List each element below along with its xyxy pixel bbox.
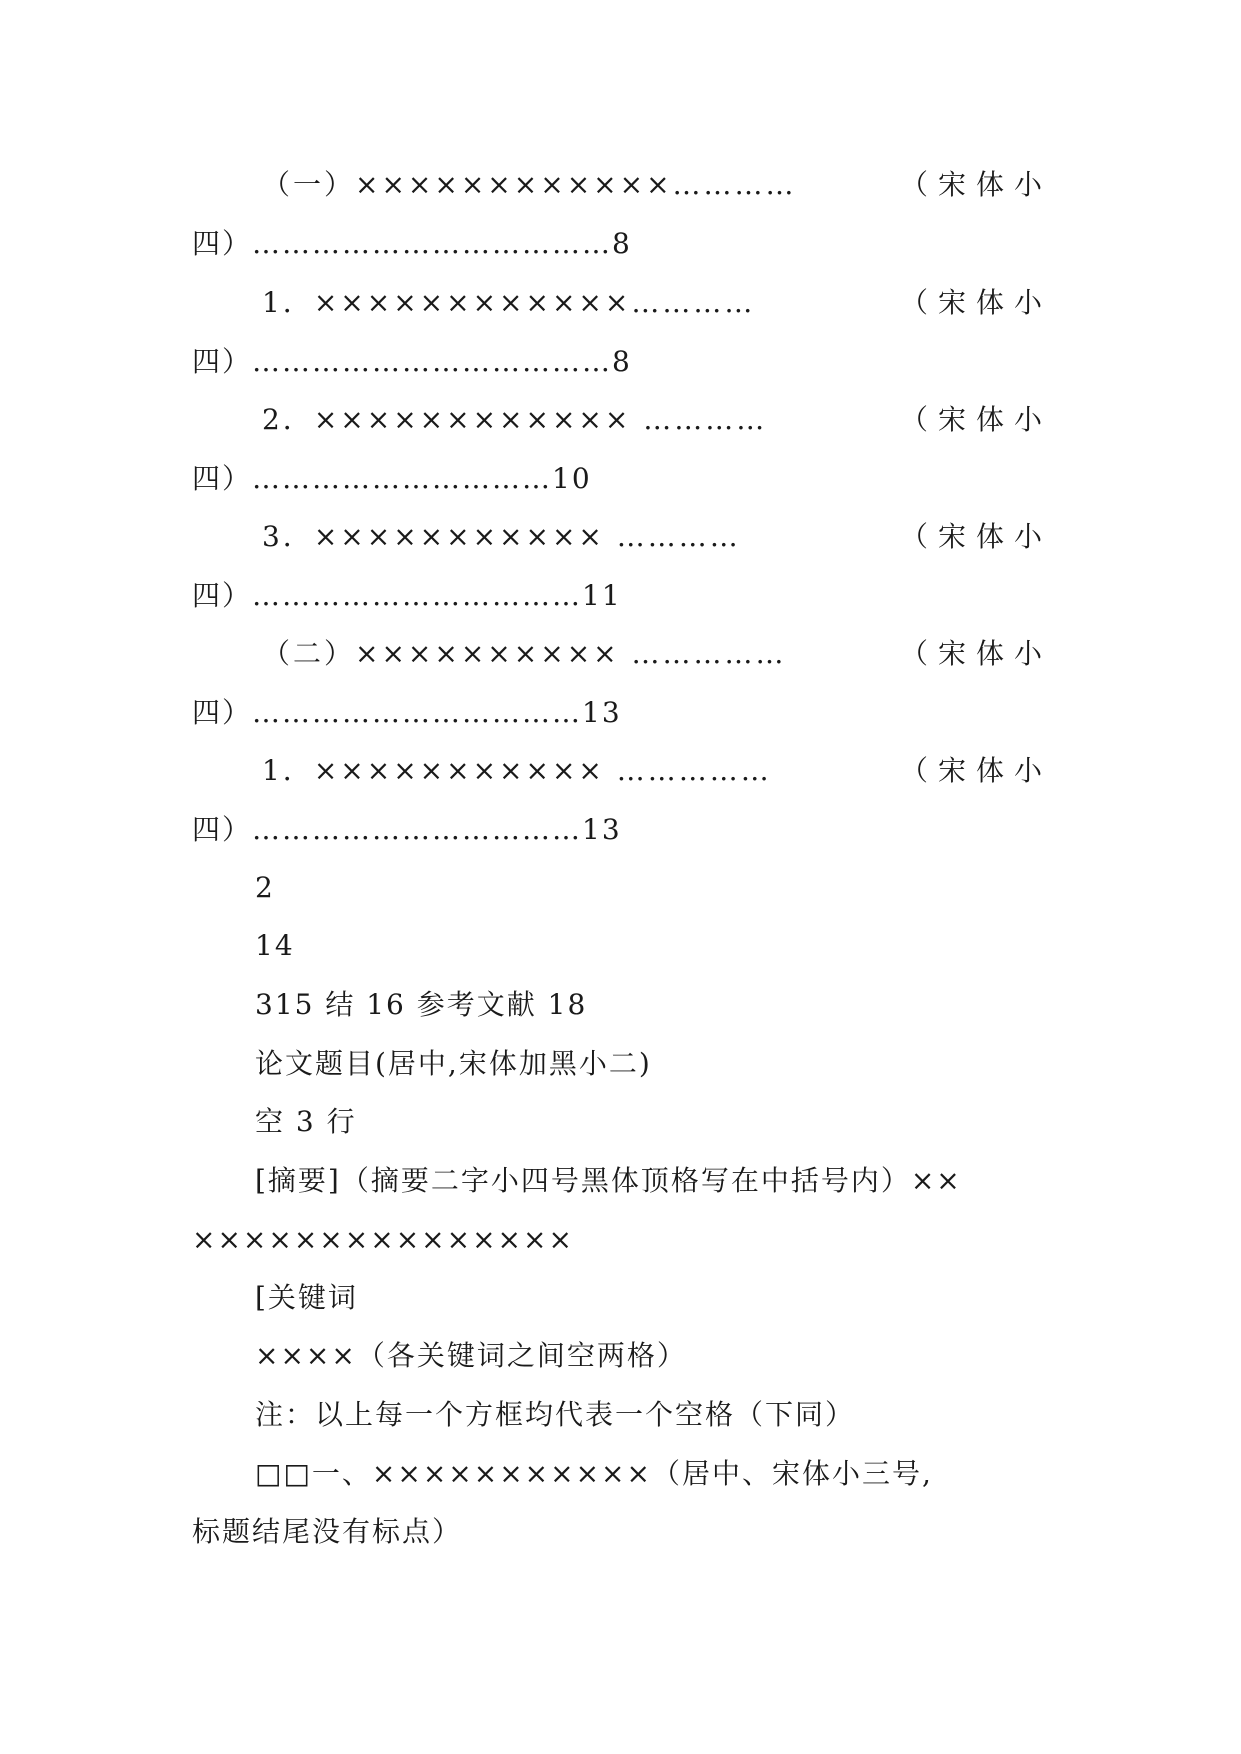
toc-entry-6-page: 四）……………………………13 [192, 813, 622, 846]
toc-entry-6-title: 1．××××××××××× …………… [262, 754, 772, 787]
toc-entry-6-font-note: （宋体小 [899, 754, 1052, 787]
toc-entry-6 [262, 751, 1052, 791]
toc-entry-4-font-note: （宋体小 [899, 520, 1052, 553]
toc-entry-4 [262, 517, 1052, 557]
toc-entry-5-title: （二）×××××××××× …………… [262, 637, 787, 670]
chapter-heading-line-2: 标题结尾没有标点） [192, 1515, 463, 1548]
toc-entry-2-title: 1．××××××××××××………… [262, 286, 756, 319]
chapter-heading-line-1: □□一、×××××××××××（居中、宋体小三号, [255, 1457, 933, 1490]
toc-entry-4-page: 四）……………………………11 [192, 579, 622, 612]
toc-entry-3-page: 四）…………………………10 [192, 462, 592, 495]
toc-entry-2 [262, 283, 1052, 323]
keywords-value: ××××（各关键词之间空两格） [255, 1339, 687, 1372]
body-line-2: 2 [255, 871, 275, 904]
abstract-line-1: [摘要]（摘要二字小四号黑体顶格写在中括号内）×× [255, 1164, 962, 1197]
toc-entry-2-page: 四）………………………………8 [192, 345, 632, 378]
toc-entry-5 [262, 634, 1052, 674]
thesis-title-note: 论文题目(居中,宋体加黑小二) [255, 1047, 652, 1080]
keywords-label: [关键词 [255, 1281, 358, 1314]
toc-entry-1-font-note: （宋体小 [899, 168, 1052, 201]
toc-entry-3-font-note: （宋体小 [899, 403, 1052, 436]
toc-entry-3-title: 2．×××××××××××× ………… [262, 403, 768, 436]
abstract-line-2: ××××××××××××××× [192, 1223, 574, 1256]
toc-entry-4-title: 3．××××××××××× ………… [262, 520, 741, 553]
blank-lines-note: 空 3 行 [255, 1105, 357, 1138]
toc-entry-2-font-note: （宋体小 [899, 286, 1052, 319]
body-line-conclusion-references: 315 结 16 参考文献 18 [255, 988, 588, 1021]
toc-entry-3 [262, 400, 1052, 440]
body-line-14: 14 [255, 929, 295, 962]
format-note: 注：以上每一个方框均代表一个空格（下同） [255, 1398, 856, 1431]
toc-entry-1 [262, 165, 1052, 205]
toc-entry-5-font-note: （宋体小 [899, 637, 1052, 670]
toc-entry-1-title: （一）××××××××××××………… [262, 168, 797, 201]
toc-entry-5-page: 四）……………………………13 [192, 696, 622, 729]
toc-entry-1-page: 四）………………………………8 [192, 227, 632, 260]
